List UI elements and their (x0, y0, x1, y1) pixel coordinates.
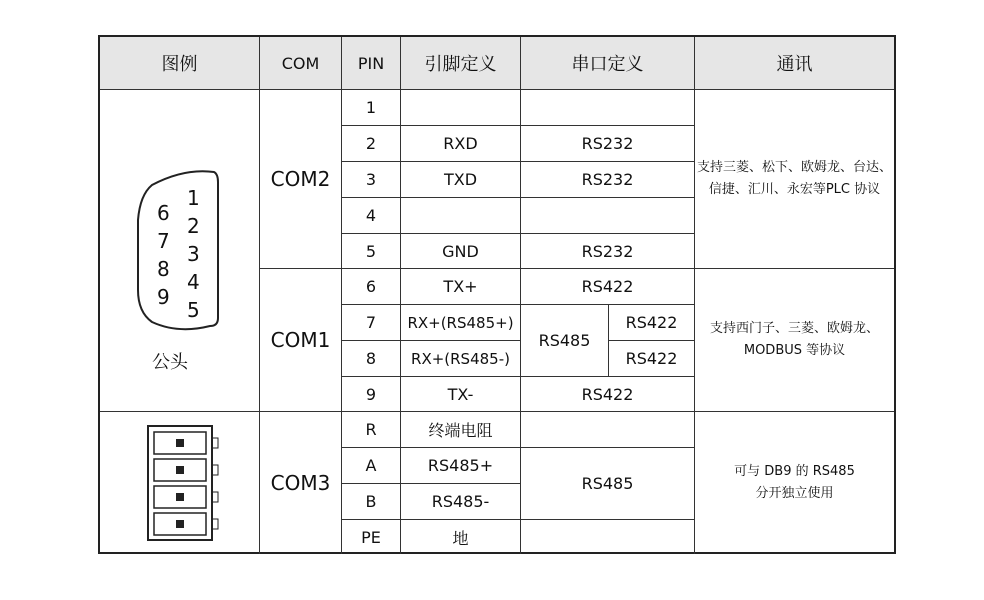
com3-label: COM3 (260, 412, 342, 554)
com2-serial-1 (521, 90, 695, 126)
com1-def-8: RX+(RS485-) (401, 341, 521, 377)
com2-def-1 (401, 90, 521, 126)
db9-pin-3: 3 (187, 242, 200, 266)
com2-def-3: TXD (401, 162, 521, 198)
db9-pin-4: 4 (187, 270, 200, 294)
com3-pin-pe: PE (342, 520, 401, 554)
com3-def-a: RS485+ (401, 448, 521, 484)
com3-serial-r (521, 412, 695, 448)
header-comm: 通讯 (695, 37, 894, 90)
header-icon: 图例 (100, 37, 260, 90)
com1-serial-7: RS422 (609, 305, 695, 341)
com1-def-7: RX+(RS485+) (401, 305, 521, 341)
header-pin-def: 引脚定义 (401, 37, 521, 90)
com2-serial-4 (521, 198, 695, 234)
com1-serial-6: RS422 (521, 269, 695, 305)
pin-definition-table (98, 35, 896, 554)
com1-label: COM1 (260, 269, 342, 412)
com2-pin-3: 3 (342, 162, 401, 198)
com2-pin-4: 4 (342, 198, 401, 234)
db9-pin-2: 2 (187, 214, 200, 238)
com3-pin-r: R (342, 412, 401, 448)
com2-pin-1: 1 (342, 90, 401, 126)
com2-serial-5: RS232 (521, 234, 695, 269)
com3-comm (695, 412, 894, 554)
com2-def-5: GND (401, 234, 521, 269)
com3-def-pe: 地 (401, 520, 521, 554)
com1-def-6: TX+ (401, 269, 521, 305)
com2-pin-2: 2 (342, 126, 401, 162)
com3-serial: RS485 (521, 448, 695, 520)
com1-serial-8: RS422 (609, 341, 695, 377)
com2-def-2: RXD (401, 126, 521, 162)
com2-def-4 (401, 198, 521, 234)
header-serial-def: 串口定义 (521, 37, 695, 90)
com1-pin-8: 8 (342, 341, 401, 377)
com2-serial-3: RS232 (521, 162, 695, 198)
db9-pin-5: 5 (187, 298, 200, 322)
header-com: COM (260, 37, 342, 90)
db9-label: 公头 (152, 352, 188, 373)
header-pin: PIN (342, 37, 401, 90)
com1-pin-9: 9 (342, 377, 401, 412)
com3-def-b: RS485- (401, 484, 521, 520)
com3-def-r: 终端电阻 (401, 412, 521, 448)
com1-comm: 支持西门子、三菱、欧姆龙、MODBUS 等协议 (695, 269, 894, 412)
com3-comm-line2: 分开独立使用 (755, 486, 834, 501)
com1-def-9: TX- (401, 377, 521, 412)
legend-db9-cell (100, 90, 260, 412)
com3-comm-line1: 可与 DB9 的 RS485 (734, 464, 855, 479)
db9-pin-6: 6 (157, 201, 170, 225)
com2-pin-5: 5 (342, 234, 401, 269)
com3-pin-b: B (342, 484, 401, 520)
db9-pin-9: 9 (157, 285, 170, 309)
com1-pin-7: 7 (342, 305, 401, 341)
db9-pin-8: 8 (157, 257, 170, 281)
legend-terminal-cell (100, 412, 260, 554)
com1-serial-rs485: RS485 (521, 305, 609, 377)
com1-serial-9: RS422 (521, 377, 695, 412)
com2-serial-2: RS232 (521, 126, 695, 162)
com2-comm: 支持三菱、松下、欧姆龙、台达、信捷、汇川、永宏等PLC 协议 (695, 90, 894, 269)
com2-label: COM2 (260, 90, 342, 269)
com3-serial-pe (521, 520, 695, 554)
com1-pin-6: 6 (342, 269, 401, 305)
terminal-block-icon (140, 424, 220, 542)
db9-pin-1: 1 (187, 186, 200, 210)
com3-pin-a: A (342, 448, 401, 484)
db9-pin-7: 7 (157, 229, 170, 253)
